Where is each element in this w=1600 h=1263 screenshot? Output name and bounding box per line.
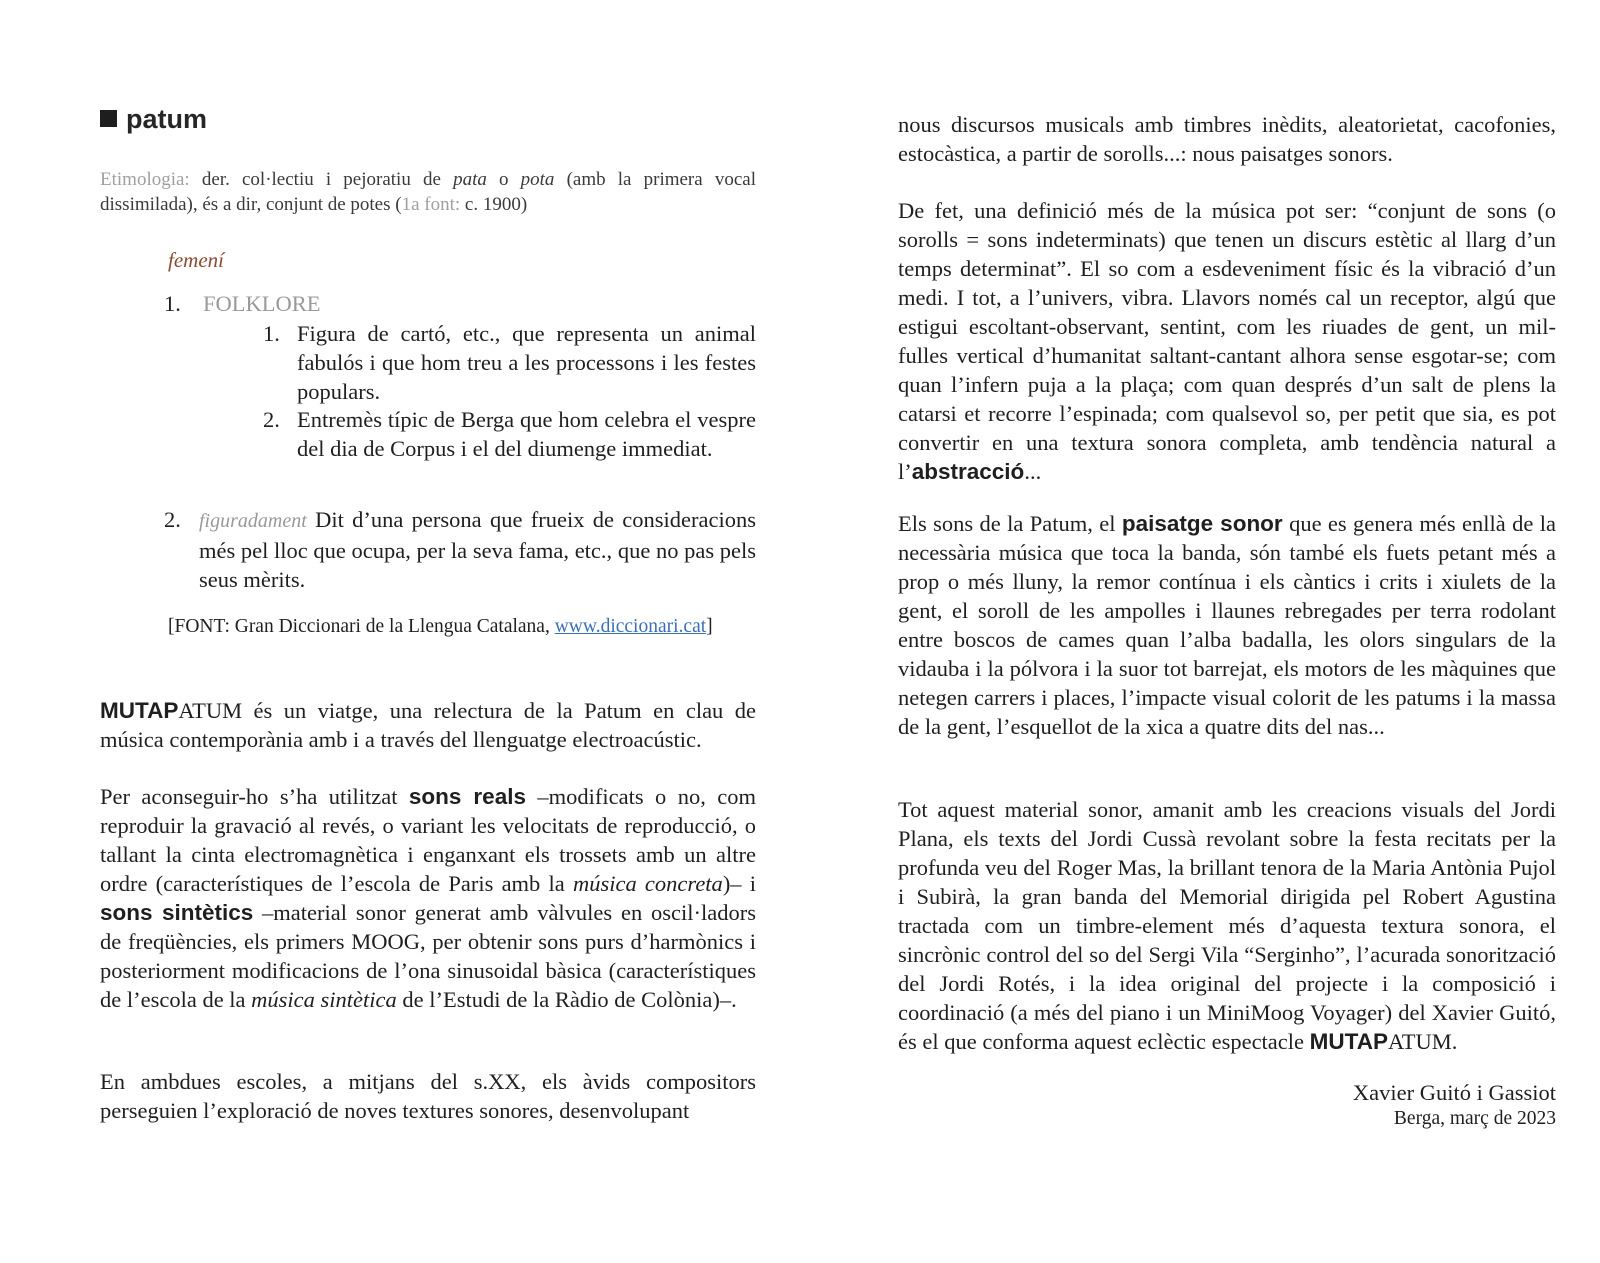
definition-paragraph: De fet, una definició més de la música pot ser: “conjunt de sons (o sorolls = sons indeterminats) que tenen un discurs estètic al llarg d’un temps determinat”. El so com a esdeveniment físic és la vibració d’un medi. I tot, a l’univers, vibra. Llavors només cal un receptor, algú que estigui escoltant-observant, sentint, com les riuades de gent, un mil-fulles vertical d’humanitat saltant-cantant alhora sense esgotar-se; com quan l’infern puja a la plaça; com quan després d’un salt de plens la catarsi et recorre l’espinada; com qualsevol so, per petit que sia, es pot convertir en una textura sonora completa, amb tendència natural a l’abstracció... [898,198,1556,484]
sense-1-label: FOLKLORE [203,291,321,316]
diccionari-link[interactable]: www.diccionari.cat [554,616,707,637]
place-date: Berga, març de 2023 [1393,1108,1556,1129]
schools-paragraph: En ambdues escoles, a mitjans del s.XX, els àvids compositors perseguien l’exploració de noves textures sonores, desenvolupant [100,1069,756,1123]
sense-1-sub-2: 2. Entremès típic de Berga que hom celebra el vespre del dia de Corpus i el del diumenge immediat. [263,407,756,461]
continuation-paragraph: nous discursos musicals amb timbres inèdits, aleatorietat, cacofonies, estocàstica, a partir de sorolls...: nous paisatges sonors. [898,112,1556,166]
square-bullet-icon [100,110,117,127]
sense-1-sub-1: 1. Figura de cartó, etc., que representa un animal fabulós i que hom treu a les processons i les festes populars. [263,321,756,404]
gender-label: femení [168,248,224,272]
intro-paragraph: MUTAPATUM és un viatge, una relectura de la Patum en clau de música contemporània amb i a través del llenguatge electroacústic. [100,698,756,752]
author-signature: Xavier Guitó i Gassiot [1352,1080,1556,1105]
entry-heading [100,104,756,135]
signature-block [898,1078,1556,1131]
sense-2: 2. figuradament Dit d’una persona que frueix de consideracions més pel lloc que ocupa, per la seva fama, etc., que no pas pels seus mèrits. [164,507,756,592]
technique-paragraph: Per aconseguir-ho s’ha utilitzat sons reals –modificats o no, com reproduir la gravació al revés, o variant les velocitats de reproducció, o tallant la cinta electromagnètica i enganxant els trossets amb un altre ordre (característiques de l’escola de Paris amb la música concreta)– i sons sintètics –material sonor generat amb vàlvules en oscil·ladors de freqüències, els primers MOOG, per obtenir sons purs d’harmònics i posteriorment modificacions de l’ona sinusoidal bàsica (característiques de l’escola de la música sintètica de l’Estudi de la Ràdio de Colònia)–. [100,784,757,1012]
etymology: Etimologia: der. col·lectiu i pejoratiu de pata o pota (amb la primera vocal dissimilada), és a dir, conjunt de potes (1a font: c. 1900) [100,169,756,215]
credits-paragraph: Tot aquest material sonor, amanit amb les creacions visuals del Jordi Plana, els texts del Jordi Cussà revolant sobre la festa recitats per la profunda veu del Roger Mas, la brillant tenora de la Maria Antònia Pujol i Subirà, la gran banda del Memorial dirigida pel Robert Agustina tractada com un timbre-element més d’aquesta textura sonora, el sincrònic control del so del Sergi Vila “Serginho”, l’acurada sonorització del Jordi Rotés, i la idea original del projecte i la composició i coordinació (a més del piano i un MiniMoog Voyager) del Xavier Guitó, és el que conforma aquest eclèctic espectacle MUTAPATUM. [898,797,1556,1054]
dictionary-citation: [FONT: Gran Diccionari de la Llengua Catalana, www.diccionari.cat] [168,616,713,637]
sense-2-label: figuradament [199,510,307,532]
entry-word: patum [126,104,207,134]
soundscape-paragraph: Els sons de la Patum, el paisatge sonor que es genera més enllà de la necessària música que toca la banda, són també els fuets petant més a prop o més lluny, la remor contínua i els càntics i crits i xiulets de la gent, el soroll de les ampolles i llaunes rebregades per terra rodolant entre boscos de cames quan l’alba badalla, les olors singulars de la vidauba i la pólvora i la suor tot barrejat, els motors de les màquines que netegen carrers i places, l’impacte visual colorit de les patums i la massa de la gent, l’esquellot de la xica a quatre dits del nas... [898,511,1556,739]
